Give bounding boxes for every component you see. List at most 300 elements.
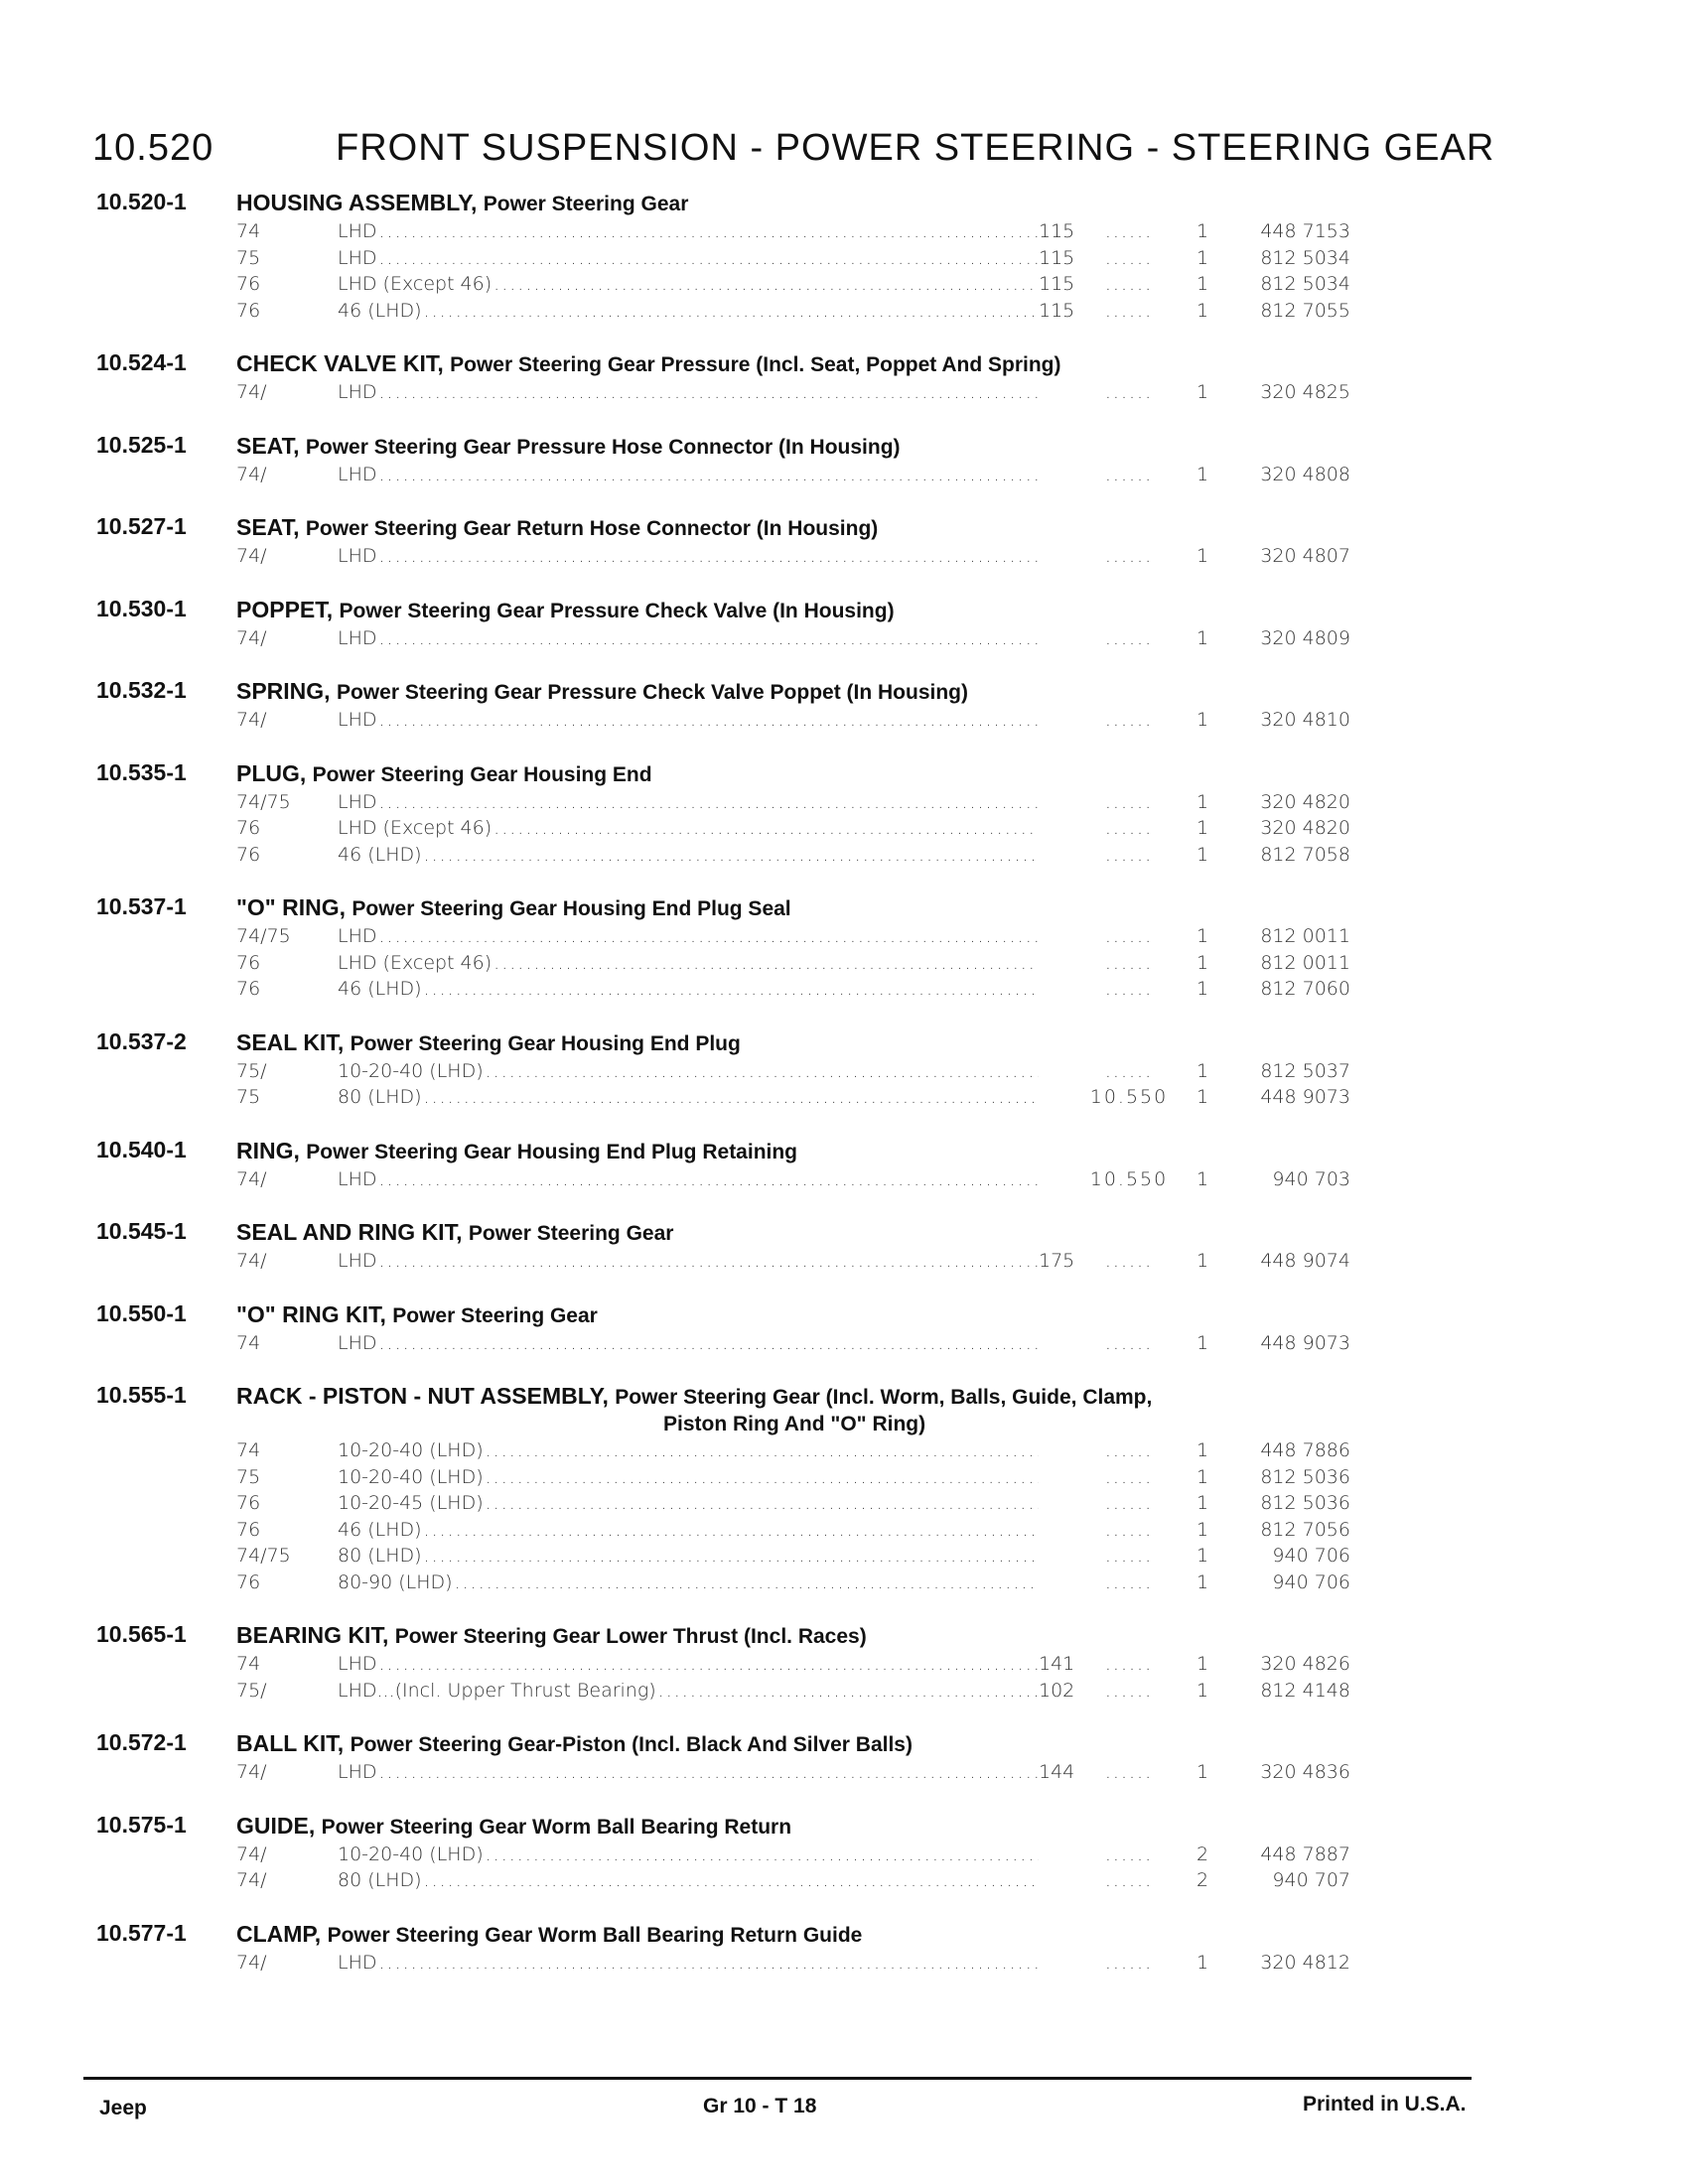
dot-leader <box>377 707 1039 734</box>
part-number: 812 7060 <box>1260 978 1350 1000</box>
reference: ...... <box>1104 246 1154 269</box>
part-row <box>236 815 1688 842</box>
quantity: 1 <box>1196 626 1209 649</box>
application-cell <box>338 923 1084 950</box>
part-entry <box>0 432 1688 488</box>
part-row <box>236 1867 1688 1894</box>
part-entry-number: 10.572-1 <box>96 1729 187 1755</box>
reference: 10.550 <box>1089 1086 1169 1108</box>
reference: ...... <box>1104 1679 1154 1702</box>
model-year: 76 <box>236 299 261 322</box>
application-text: LHD (Except 46) <box>338 273 492 295</box>
application-text: LHD...(Incl. Upper Thrust Bearing) <box>338 1679 656 1702</box>
quantity: 1 <box>1196 843 1209 866</box>
application-text: LHD <box>338 1653 377 1675</box>
illustration-page <box>1039 923 1084 950</box>
reference: ...... <box>1104 1761 1154 1783</box>
application-text: 80-90 (LHD) <box>338 1570 453 1593</box>
model-year: 74/ <box>236 626 267 649</box>
application-text: LHD <box>338 626 377 649</box>
part-entry <box>0 677 1688 734</box>
part-entry-title <box>236 677 1688 707</box>
application-text: 80 (LHD) <box>338 1086 422 1108</box>
illustration-page <box>1039 1437 1084 1464</box>
reference: ...... <box>1104 1653 1154 1675</box>
illustration-page <box>1039 1490 1084 1517</box>
part-entry-number: 10.577-1 <box>96 1919 187 1946</box>
dot-leader <box>422 1517 1039 1544</box>
part-number: 940 707 <box>1272 1869 1350 1891</box>
part-entry <box>0 513 1688 570</box>
footer-divider <box>83 2077 1472 2080</box>
model-year: 75 <box>236 1465 261 1488</box>
quantity: 1 <box>1196 1439 1209 1461</box>
quantity: 1 <box>1196 1492 1209 1514</box>
application-text: LHD <box>338 1167 377 1190</box>
part-entry-number: 10.540-1 <box>96 1136 187 1162</box>
application-text: LHD <box>338 545 377 567</box>
illustration-page <box>1039 1058 1084 1085</box>
dot-leader <box>492 815 1039 842</box>
illustration-page: 175 <box>1039 1250 1075 1272</box>
part-description: Power Steering Gear Pressure Check Valve Poppet (In Housing) <box>336 681 968 704</box>
illustration-page <box>1039 1543 1084 1570</box>
part-description: Power Steering Gear Housing End Plug Retaining <box>306 1140 798 1163</box>
part-name: SEAL KIT, <box>236 1028 345 1055</box>
application-text: LHD <box>338 709 377 731</box>
application-text: 46 (LHD) <box>338 299 422 322</box>
model-year: 76 <box>236 1518 261 1541</box>
part-number: 320 4812 <box>1260 1951 1350 1974</box>
reference: ...... <box>1104 1492 1154 1514</box>
model-year: 76 <box>236 951 261 974</box>
application-cell <box>338 245 1084 272</box>
illustration-page: 141 <box>1039 1653 1075 1675</box>
illustration-page <box>1039 379 1084 406</box>
model-year: 74/ <box>236 1869 267 1891</box>
illustration-page <box>1039 1950 1084 1977</box>
part-entry-number: 10.537-2 <box>96 1027 187 1054</box>
part-number: 812 7055 <box>1260 299 1350 322</box>
reference: ...... <box>1104 1951 1154 1974</box>
part-entry-title <box>236 189 1688 218</box>
reference: ...... <box>1104 951 1154 974</box>
application-text: LHD <box>338 790 377 813</box>
part-row <box>236 1651 1688 1678</box>
dot-leader <box>377 625 1039 652</box>
reference: ...... <box>1104 463 1154 485</box>
part-entry-number: 10.532-1 <box>96 677 187 703</box>
quantity: 1 <box>1196 1653 1209 1675</box>
reference: ...... <box>1104 709 1154 731</box>
part-number: 320 4808 <box>1260 463 1350 485</box>
part-number: 320 4836 <box>1260 1761 1350 1783</box>
part-name: POPPET, <box>236 596 334 622</box>
part-name: HOUSING ASSEMBLY, <box>236 190 478 215</box>
model-year: 74 <box>236 1653 261 1675</box>
part-entry-number: 10.545-1 <box>96 1218 187 1244</box>
dot-leader <box>422 1867 1039 1894</box>
model-year: 76 <box>236 1570 261 1593</box>
application-text: LHD <box>338 220 377 242</box>
part-entry-number: 10.527-1 <box>96 513 187 539</box>
application-cell <box>338 1084 1084 1111</box>
dot-leader <box>492 950 1039 977</box>
quantity: 1 <box>1196 978 1209 1000</box>
application-cell <box>338 1950 1084 1977</box>
illustration-page <box>1039 625 1084 652</box>
quantity: 1 <box>1196 545 1209 567</box>
application-text: LHD <box>338 1951 377 1974</box>
model-year: 74/ <box>236 463 267 485</box>
quantity: 1 <box>1196 381 1209 403</box>
part-entry-title <box>236 1300 1688 1330</box>
application-cell <box>338 707 1084 734</box>
reference: ...... <box>1104 817 1154 839</box>
application-text: LHD (Except 46) <box>338 817 492 839</box>
application-cell <box>338 1464 1084 1491</box>
dot-leader <box>377 245 1039 272</box>
part-number: 320 4826 <box>1260 1653 1350 1675</box>
part-entry-title <box>236 596 1688 625</box>
part-description: Power Steering Gear Pressure Check Valve (In Housing) <box>339 599 895 622</box>
model-year: 76 <box>236 273 261 295</box>
illustration-page <box>1039 1842 1084 1868</box>
dot-leader <box>484 1437 1039 1464</box>
part-row <box>236 1543 1688 1570</box>
part-description: Power Steering Gear Worm Ball Bearing Return Guide <box>327 1923 863 1947</box>
application-text: LHD <box>338 1250 377 1272</box>
part-entry <box>0 1621 1688 1704</box>
application-cell <box>338 1867 1084 1894</box>
application-cell <box>338 1678 1084 1705</box>
part-row <box>236 1058 1688 1085</box>
illustration-page <box>1039 1570 1084 1596</box>
dot-leader <box>377 1330 1039 1357</box>
quantity: 1 <box>1196 1465 1209 1488</box>
part-entry-number: 10.575-1 <box>96 1811 187 1838</box>
part-entry-title <box>236 1137 1688 1166</box>
reference: ...... <box>1104 1439 1154 1461</box>
model-year: 74/ <box>236 1843 267 1865</box>
part-description: Power Steering Gear <box>392 1303 598 1327</box>
quantity: 1 <box>1196 790 1209 813</box>
model-year: 74/ <box>236 709 267 731</box>
illustration-page <box>1039 1166 1084 1193</box>
part-name: SEAT, <box>236 432 300 459</box>
parts-list <box>0 189 1688 2001</box>
part-row <box>236 707 1688 734</box>
model-year: 74 <box>236 220 261 242</box>
part-entry-title <box>236 1920 1688 1950</box>
part-name: CLAMP, <box>236 1920 322 1947</box>
part-number: 448 9073 <box>1260 1086 1350 1108</box>
application-cell <box>338 976 1084 1003</box>
part-row <box>236 245 1688 272</box>
part-row <box>236 1490 1688 1517</box>
part-entry-number: 10.535-1 <box>96 758 187 785</box>
part-entry <box>0 893 1688 1003</box>
dot-leader <box>484 1842 1039 1868</box>
reference: ...... <box>1104 220 1154 242</box>
part-number: 320 4809 <box>1260 626 1350 649</box>
quantity: 1 <box>1196 1086 1209 1108</box>
dot-leader <box>377 1248 1039 1275</box>
part-row <box>236 1759 1688 1786</box>
part-entry <box>0 1028 1688 1111</box>
application-cell <box>338 298 1084 325</box>
part-row <box>236 625 1688 652</box>
dot-leader <box>422 1543 1039 1570</box>
reference: ...... <box>1104 381 1154 403</box>
part-entry-number: 10.537-1 <box>96 893 187 919</box>
model-year: 75/ <box>236 1059 267 1082</box>
illustration-page <box>1039 789 1084 816</box>
application-cell <box>338 379 1084 406</box>
part-name: RACK - PISTON - NUT ASSEMBLY, <box>236 1383 609 1409</box>
application-text: 46 (LHD) <box>338 1518 422 1541</box>
illustration-page <box>1039 707 1084 734</box>
reference: ...... <box>1104 1869 1154 1891</box>
dot-leader <box>656 1678 1039 1705</box>
model-year: 76 <box>236 978 261 1000</box>
reference: ...... <box>1104 626 1154 649</box>
part-number: 812 5034 <box>1260 273 1350 295</box>
quantity: 1 <box>1196 709 1209 731</box>
dot-leader <box>377 1759 1039 1786</box>
part-number: 448 9074 <box>1260 1250 1350 1272</box>
part-entry-number: 10.520-1 <box>96 189 187 214</box>
dot-leader <box>377 379 1039 406</box>
model-year: 74/ <box>236 381 267 403</box>
dot-leader <box>422 976 1039 1003</box>
application-cell <box>338 1651 1084 1678</box>
quantity: 1 <box>1196 1679 1209 1702</box>
part-entry-number: 10.525-1 <box>96 431 187 458</box>
part-row <box>236 1517 1688 1544</box>
part-description: Power Steering Gear Housing End Plug <box>350 1031 741 1055</box>
reference: ...... <box>1104 843 1154 866</box>
part-number: 448 7887 <box>1260 1843 1350 1865</box>
part-row <box>236 1570 1688 1596</box>
illustration-page <box>1039 1464 1084 1491</box>
part-row <box>236 1330 1688 1357</box>
reference: ...... <box>1104 925 1154 947</box>
illustration-page <box>1039 1867 1084 1894</box>
part-number: 812 4148 <box>1260 1679 1350 1702</box>
part-row <box>236 298 1688 325</box>
model-year: 74/ <box>236 1167 267 1190</box>
dot-leader <box>377 1950 1039 1977</box>
application-cell <box>338 625 1084 652</box>
part-number: 940 706 <box>1272 1545 1350 1567</box>
dot-leader <box>377 462 1039 488</box>
reference: ...... <box>1104 1059 1154 1082</box>
part-entry <box>0 1812 1688 1894</box>
part-description: Power Steering Gear Pressure (Incl. Seat, Poppet And Spring) <box>450 353 1061 376</box>
part-name: CHECK VALVE KIT, <box>236 350 444 376</box>
part-number: 812 7056 <box>1260 1518 1350 1541</box>
application-text: LHD <box>338 1761 377 1783</box>
illustration-page: 115 <box>1039 220 1075 242</box>
model-year: 74/75 <box>236 1545 291 1567</box>
part-description: Power Steering Gear (Incl. Worm, Balls, Guide, Clamp, <box>615 1386 1153 1409</box>
application-cell <box>338 950 1084 977</box>
part-number: 320 4820 <box>1260 817 1350 839</box>
illustration-page: 115 <box>1039 246 1075 269</box>
illustration-page <box>1039 1517 1084 1544</box>
part-row <box>236 1464 1688 1491</box>
application-text: 10-20-40 (LHD) <box>338 1439 484 1461</box>
dot-leader <box>484 1464 1039 1491</box>
application-text: 10-20-40 (LHD) <box>338 1465 484 1488</box>
part-name: PLUG, <box>236 759 307 786</box>
part-entry-title <box>236 432 1688 462</box>
application-cell <box>338 1058 1084 1085</box>
quantity: 1 <box>1196 817 1209 839</box>
dot-leader <box>422 842 1039 869</box>
dot-leader <box>422 298 1039 325</box>
reference: ...... <box>1104 299 1154 322</box>
application-cell <box>338 789 1084 816</box>
model-year: 75/ <box>236 1679 267 1702</box>
reference: ...... <box>1104 790 1154 813</box>
quantity: 1 <box>1196 220 1209 242</box>
application-cell <box>338 1842 1084 1868</box>
illustration-page <box>1039 543 1084 570</box>
part-entry-title <box>236 1729 1688 1759</box>
illustration-page <box>1039 1084 1084 1111</box>
application-text: 46 (LHD) <box>338 843 422 866</box>
part-row <box>236 950 1688 977</box>
application-text: LHD <box>338 1331 377 1354</box>
dot-leader <box>377 1166 1039 1193</box>
reference: ...... <box>1104 1545 1154 1567</box>
model-year: 74 <box>236 1331 261 1354</box>
part-row <box>236 1248 1688 1275</box>
application-text: LHD (Except 46) <box>338 951 492 974</box>
application-cell <box>338 1759 1084 1786</box>
part-name: "O" RING, <box>236 894 346 920</box>
part-row <box>236 1678 1688 1705</box>
model-year: 75 <box>236 1086 261 1108</box>
application-text: 80 (LHD) <box>338 1869 422 1891</box>
model-year: 76 <box>236 817 261 839</box>
reference: ...... <box>1104 545 1154 567</box>
footer-brand: Jeep <box>99 2097 147 2119</box>
application-text: LHD <box>338 381 377 403</box>
part-row <box>236 923 1688 950</box>
model-year: 76 <box>236 1492 261 1514</box>
model-year: 76 <box>236 843 261 866</box>
part-entry <box>0 1300 1688 1357</box>
application-cell <box>338 1248 1084 1275</box>
quantity: 1 <box>1196 925 1209 947</box>
part-entry-title <box>236 1382 1688 1412</box>
application-cell <box>338 271 1084 298</box>
illustration-page <box>1039 976 1084 1003</box>
application-text: 10-20-40 (LHD) <box>338 1059 484 1082</box>
quantity: 1 <box>1196 1951 1209 1974</box>
part-number: 812 5037 <box>1260 1059 1350 1082</box>
application-cell <box>338 462 1084 488</box>
dot-leader <box>422 1084 1039 1111</box>
part-entry-number: 10.555-1 <box>96 1382 187 1408</box>
part-description-continued: Piston Ring And "O" Ring) <box>663 1413 926 1435</box>
quantity: 2 <box>1196 1843 1209 1865</box>
quantity: 1 <box>1196 273 1209 295</box>
part-row <box>236 218 1688 245</box>
part-entry-title <box>236 1621 1688 1651</box>
part-entry <box>0 1218 1688 1275</box>
reference: ...... <box>1104 1843 1154 1865</box>
part-entry <box>0 759 1688 869</box>
quantity: 1 <box>1196 1059 1209 1082</box>
part-number: 940 703 <box>1272 1167 1350 1190</box>
part-entry <box>0 596 1688 652</box>
part-number: 320 4810 <box>1260 709 1350 731</box>
part-number: 812 5036 <box>1260 1492 1350 1514</box>
part-entry <box>0 1729 1688 1786</box>
illustration-page: 115 <box>1039 299 1075 322</box>
quantity: 2 <box>1196 1869 1209 1891</box>
part-row <box>236 1950 1688 1977</box>
part-description: Power Steering Gear <box>483 193 689 215</box>
part-description: Power Steering Gear Lower Thrust (Incl. Races) <box>394 1625 867 1648</box>
application-cell <box>338 815 1084 842</box>
model-year: 74/ <box>236 1951 267 1974</box>
dot-leader <box>484 1490 1039 1517</box>
illustration-page <box>1039 842 1084 869</box>
model-year: 74/75 <box>236 790 291 813</box>
part-description: Power Steering Gear <box>468 1222 674 1245</box>
dot-leader <box>377 789 1039 816</box>
part-number: 320 4825 <box>1260 381 1350 403</box>
application-cell <box>338 1437 1084 1464</box>
quantity: 1 <box>1196 951 1209 974</box>
part-description: Power Steering Gear Housing End <box>312 762 652 786</box>
part-row <box>236 271 1688 298</box>
reference: ...... <box>1104 1518 1154 1541</box>
application-cell <box>338 1570 1084 1596</box>
part-entry-number: 10.524-1 <box>96 349 187 375</box>
part-number: 812 5034 <box>1260 246 1350 269</box>
application-text: 10-20-45 (LHD) <box>338 1492 484 1514</box>
model-year: 74 <box>236 1439 261 1461</box>
quantity: 1 <box>1196 1250 1209 1272</box>
quantity: 1 <box>1196 1545 1209 1567</box>
part-description: Power Steering Gear Return Hose Connector (In Housing) <box>305 517 879 540</box>
illustration-page <box>1039 815 1084 842</box>
model-year: 74/ <box>236 545 267 567</box>
application-text: LHD <box>338 925 377 947</box>
part-number: 448 7886 <box>1260 1439 1350 1461</box>
part-entry-title <box>236 1028 1688 1058</box>
part-entry-number: 10.550-1 <box>96 1299 187 1326</box>
part-row <box>236 1842 1688 1868</box>
model-year: 75 <box>236 246 261 269</box>
part-entry-title <box>236 1812 1688 1842</box>
quantity: 1 <box>1196 1167 1209 1190</box>
part-entry-title <box>236 893 1688 923</box>
part-entry-title <box>236 1218 1688 1248</box>
reference: ...... <box>1104 273 1154 295</box>
illustration-page: 144 <box>1039 1761 1075 1783</box>
part-name: BALL KIT, <box>236 1730 345 1756</box>
part-row <box>236 842 1688 869</box>
application-cell <box>338 842 1084 869</box>
part-entry <box>0 1137 1688 1193</box>
